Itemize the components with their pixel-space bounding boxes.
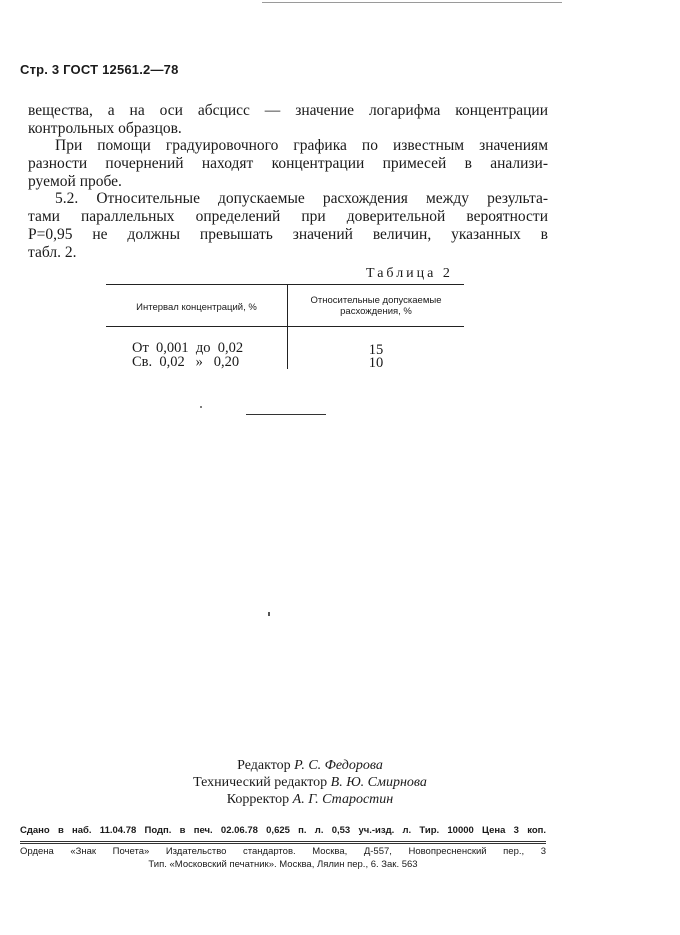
credit-tech-editor-name: В. Ю. Смирнова (330, 775, 427, 790)
paragraph-2-line-1: При помощи градуировочного графика по известным значениям (55, 137, 548, 154)
credit-tech-editor (100, 774, 520, 791)
table-header-deviation: Относительные допускаемые расхождения, % (310, 295, 442, 317)
credit-corrector (100, 791, 520, 808)
section-separator (246, 414, 326, 415)
paragraph-3-line-2: тами параллельных определений при доверительной вероятности (28, 208, 548, 225)
table-header-interval: Интервал концентраций, % (136, 302, 257, 313)
paragraph-1 (28, 102, 548, 138)
paragraph-2-line-3: руемой пробе. (28, 173, 122, 190)
page-header: Стр. 3 ГОСТ 12561.2—78 (20, 62, 179, 77)
paragraph-3 (28, 190, 548, 262)
paragraph-1-line-2: контрольных образцов. (28, 120, 182, 137)
credits-block (100, 757, 520, 808)
credit-editor (100, 757, 520, 774)
table-row-1-interval: От 0,001 до 0,02 (132, 340, 244, 356)
paragraph-3-line-4: табл. 2. (28, 244, 77, 261)
table-row-2-interval: Св. 0,02 » 0,20 (132, 354, 240, 370)
imprint-publisher: Ордена «Знак Почета» Издательство стандартов. Москва, Д-557, Новопресненский пер., 3 (20, 846, 546, 857)
imprint-printer: Тип. «Московский печатник». Москва, Лялин пер., 6. Зак. 563 (148, 859, 418, 870)
credit-editor-label: Редактор (237, 758, 291, 773)
table-caption: Таблица 2 (366, 266, 453, 281)
imprint-rule (20, 841, 546, 842)
credit-editor-name: Р. С. Федорова (294, 758, 383, 773)
table-top-rule (106, 284, 464, 285)
paragraph-1-line-1: вещества, а на оси абсцисс — значение логарифма концентрации (28, 102, 548, 119)
credit-corrector-name: А. Г. Старостин (292, 792, 394, 807)
imprint-print-details: Сдано в наб. 11.04.78 Подп. в печ. 02.06.78 0,625 п. л. 0,53 уч.-изд. л. Тир. 10000 Цена 3 коп. (20, 825, 546, 836)
imprint-rule (20, 843, 546, 844)
top-rule (262, 2, 562, 3)
credit-corrector-label: Корректор (226, 792, 290, 807)
paragraph-2-line-2: разности почернений находят концентрации примесей в анализи- (28, 155, 548, 172)
print-speck (200, 406, 202, 408)
table-row-1-value: 15 (368, 342, 384, 358)
print-speck (268, 612, 270, 616)
table-row-2-value: 10 (368, 355, 384, 371)
paragraph-3-line-3: P=0,95 не должны превышать значений величин, указанных в (28, 226, 548, 243)
credit-tech-editor-label: Технический редактор (193, 775, 328, 790)
paragraph-2 (28, 137, 548, 191)
paragraph-3-line-1: 5.2. Относительные допускаемые расхождения между результа- (55, 190, 548, 207)
table-header-rule (106, 326, 464, 327)
